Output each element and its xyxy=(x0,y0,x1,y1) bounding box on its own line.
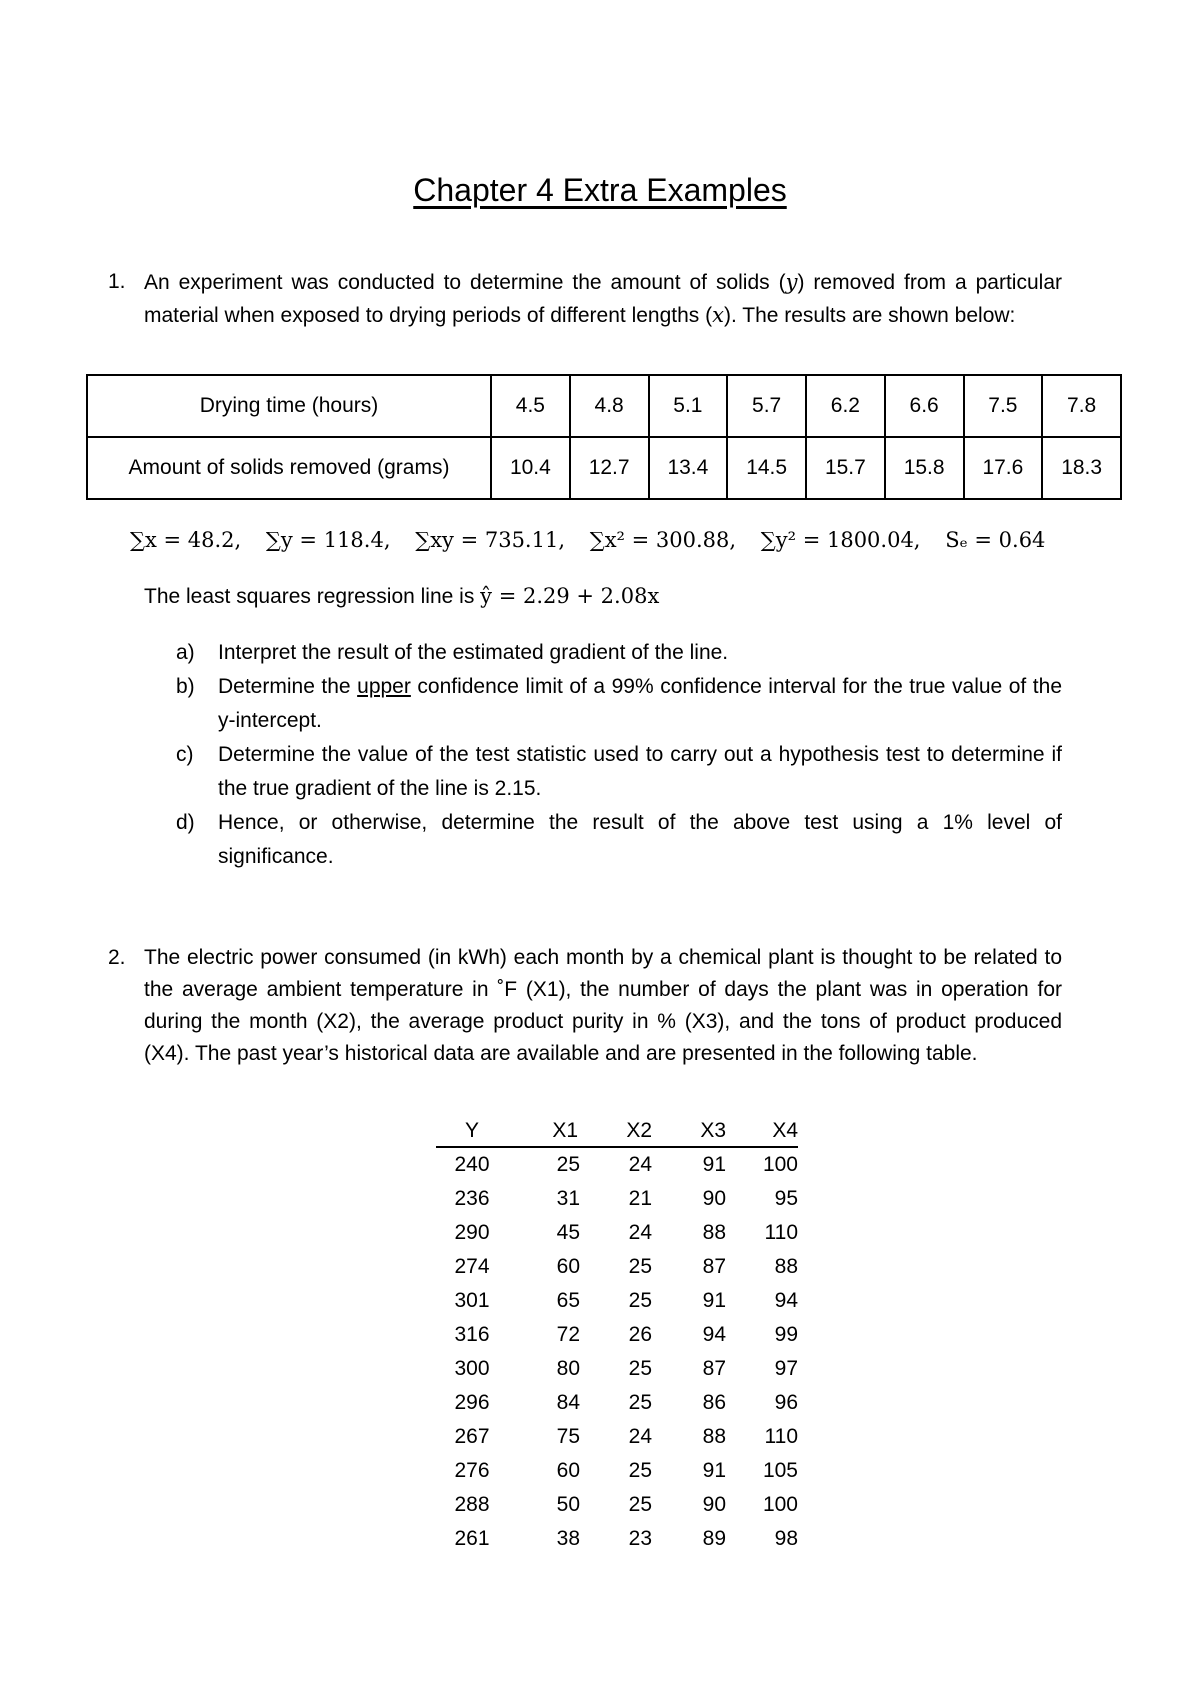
table-cell: 290 xyxy=(454,1221,490,1244)
table-row xyxy=(436,1250,798,1284)
table-cell: 90 xyxy=(702,1187,726,1210)
drying-time-row xyxy=(87,375,1121,437)
table-cell: 5.7 xyxy=(727,375,806,437)
table-cell: 80 xyxy=(556,1357,580,1380)
question-1-text xyxy=(144,266,1062,332)
table-cell: 88 xyxy=(774,1255,798,1278)
table-cell: 25 xyxy=(628,1493,652,1516)
table-row xyxy=(436,1318,798,1352)
table-row xyxy=(436,1420,798,1454)
regression-equation: ŷ = 2.29 + 2.08x xyxy=(480,584,660,608)
table-cell: 38 xyxy=(556,1527,580,1550)
table-cell: 75 xyxy=(556,1425,580,1448)
table-cell: 4.5 xyxy=(491,375,570,437)
part-a xyxy=(176,636,1062,670)
part-text: Determine the xyxy=(218,675,358,698)
table-cell: 288 xyxy=(454,1493,490,1516)
table-cell: 26 xyxy=(628,1323,652,1346)
table-cell: 86 xyxy=(702,1391,726,1414)
table-row xyxy=(436,1284,798,1318)
question-1-text-b: ) removed from a particular material when exposed to drying periods of different lengths ( xyxy=(144,271,1062,327)
table-cell: 14.5 xyxy=(727,437,806,499)
table-cell: 105 xyxy=(762,1459,798,1482)
table-row xyxy=(436,1352,798,1386)
table-row xyxy=(436,1216,798,1250)
table-header-row xyxy=(436,1116,798,1147)
table-cell: 6.2 xyxy=(806,375,885,437)
table-cell: 25 xyxy=(628,1391,652,1414)
table-cell: 236 xyxy=(454,1187,490,1210)
table-cell: 98 xyxy=(774,1527,798,1550)
part-text: Determine the value of the test statistic used to carry out a hypothesis test to determine if the true gradient of the line is 2.15. xyxy=(218,743,1062,800)
table-cell: 89 xyxy=(702,1527,726,1550)
sum-y: ∑y = 118.4, xyxy=(265,528,391,552)
column-header-x1: X1 xyxy=(552,1119,578,1142)
table-row xyxy=(436,1182,798,1216)
solids-removed-row xyxy=(87,437,1121,499)
table-row xyxy=(436,1454,798,1488)
table-cell: 88 xyxy=(702,1425,726,1448)
regression-line-statement xyxy=(144,584,659,609)
table-cell: 15.7 xyxy=(806,437,885,499)
table-cell: 5.1 xyxy=(649,375,728,437)
part-c xyxy=(176,738,1062,806)
power-data-table xyxy=(436,1116,798,1556)
table-row xyxy=(436,1147,798,1182)
part-text: Hence, or otherwise, determine the result of the above test using a 1% level of significance. xyxy=(218,811,1062,868)
question-1-text-c: ). The results are shown below: xyxy=(723,304,1016,327)
question-1-number: 1. xyxy=(108,270,126,293)
row-label-solids-removed: Amount of solids removed (grams) xyxy=(87,437,491,499)
table-cell: 45 xyxy=(556,1221,580,1244)
table-cell: 72 xyxy=(556,1323,580,1346)
table-cell: 6.6 xyxy=(885,375,964,437)
table-cell: 94 xyxy=(774,1289,798,1312)
table-cell: 296 xyxy=(454,1391,490,1414)
table-cell: 87 xyxy=(702,1255,726,1278)
part-label: d) xyxy=(176,811,195,834)
sum-y-squared: ∑y² = 1800.04, xyxy=(760,528,921,552)
row-label-drying-time: Drying time (hours) xyxy=(87,375,491,437)
table-cell: 4.8 xyxy=(570,375,649,437)
table-cell: 100 xyxy=(762,1493,798,1516)
table-cell: 110 xyxy=(764,1425,798,1448)
table-cell: 300 xyxy=(454,1357,490,1380)
table-cell: 274 xyxy=(454,1255,490,1278)
table-cell: 301 xyxy=(454,1289,490,1312)
table-cell: 25 xyxy=(556,1153,580,1176)
table-cell: 96 xyxy=(774,1391,798,1414)
table-cell: 25 xyxy=(628,1255,652,1278)
table-cell: 60 xyxy=(556,1255,580,1278)
table-row xyxy=(436,1488,798,1522)
table-cell: 240 xyxy=(454,1153,490,1176)
table-cell: 84 xyxy=(556,1391,580,1414)
part-label: b) xyxy=(176,675,195,698)
column-header-x4: X4 xyxy=(772,1119,798,1142)
table-cell: 7.8 xyxy=(1042,375,1121,437)
part-text: confidence limit of a 99% confidence interval for the true value of the y-intercept. xyxy=(218,675,1062,732)
question-2-number: 2. xyxy=(108,946,126,969)
table-cell: 17.6 xyxy=(964,437,1043,499)
question-2-text: The electric power consumed (in kWh) each month by a chemical plant is thought to be related to the average ambient temperature in ˚F (X1), the number of days the plant was in operation for during the month (X2), the average product purity in % (X3), and the tons of product produced (X4). The past year’s historical data are available and are presented in the following table. xyxy=(144,946,1062,1065)
standard-error: Sₑ = 0.64 xyxy=(945,528,1046,552)
table-cell: 25 xyxy=(628,1357,652,1380)
part-text-underlined: upper xyxy=(357,675,411,698)
variable-x: x xyxy=(712,303,724,327)
part-text: Interpret the result of the estimated gradient of the line. xyxy=(218,641,729,664)
table-cell: 23 xyxy=(628,1527,652,1550)
table-cell: 267 xyxy=(454,1425,490,1448)
table-cell: 276 xyxy=(454,1459,490,1482)
table-cell: 97 xyxy=(774,1357,798,1380)
sum-x: ∑x = 48.2, xyxy=(130,528,242,552)
table-cell: 12.7 xyxy=(570,437,649,499)
table-cell: 21 xyxy=(628,1187,652,1210)
table-cell: 24 xyxy=(628,1221,652,1244)
table-cell: 65 xyxy=(556,1289,580,1312)
table-cell: 110 xyxy=(764,1221,798,1244)
table-cell: 95 xyxy=(774,1187,798,1210)
table-cell: 90 xyxy=(702,1493,726,1516)
table-cell: 10.4 xyxy=(491,437,570,499)
column-header-x3: X3 xyxy=(700,1119,726,1142)
column-header-y: Y xyxy=(464,1119,479,1142)
drying-data-table xyxy=(86,374,1122,500)
sum-x-squared: ∑x² = 300.88, xyxy=(589,528,737,552)
part-d xyxy=(176,806,1062,874)
table-cell: 25 xyxy=(628,1459,652,1482)
table-cell: 60 xyxy=(556,1459,580,1482)
column-header-x2: X2 xyxy=(626,1119,652,1142)
table-cell: 7.5 xyxy=(964,375,1043,437)
table-cell: 91 xyxy=(702,1459,726,1482)
part-b xyxy=(176,670,1062,738)
summary-statistics xyxy=(130,528,1063,552)
table-cell: 88 xyxy=(702,1221,726,1244)
table-row xyxy=(436,1522,798,1556)
table-cell: 87 xyxy=(702,1357,726,1380)
page-title: Chapter 4 Extra Examples xyxy=(413,172,787,208)
part-label: a) xyxy=(176,641,195,664)
regression-line-text: The least squares regression line is xyxy=(144,585,481,608)
part-label: c) xyxy=(176,743,194,766)
table-cell: 261 xyxy=(454,1527,490,1550)
table-cell: 316 xyxy=(454,1323,490,1346)
table-cell: 50 xyxy=(556,1493,580,1516)
table-cell: 15.8 xyxy=(885,437,964,499)
variable-y: y xyxy=(785,270,798,294)
table-cell: 24 xyxy=(628,1153,652,1176)
table-cell: 99 xyxy=(774,1323,798,1346)
table-cell: 18.3 xyxy=(1042,437,1121,499)
table-row xyxy=(436,1386,798,1420)
question-2 xyxy=(108,942,1062,1070)
table-cell: 24 xyxy=(628,1425,652,1448)
question-1 xyxy=(108,266,1062,332)
table-cell: 91 xyxy=(702,1153,726,1176)
table-cell: 31 xyxy=(556,1187,580,1210)
question-1-text-a: An experiment was conducted to determine the amount of solids ( xyxy=(144,271,786,294)
sum-xy: ∑xy = 735.11, xyxy=(415,528,566,552)
table-cell: 100 xyxy=(762,1153,798,1176)
table-cell: 13.4 xyxy=(649,437,728,499)
table-cell: 91 xyxy=(702,1289,726,1312)
table-cell: 25 xyxy=(628,1289,652,1312)
question-1-parts xyxy=(176,636,1062,874)
table-cell: 94 xyxy=(702,1323,726,1346)
